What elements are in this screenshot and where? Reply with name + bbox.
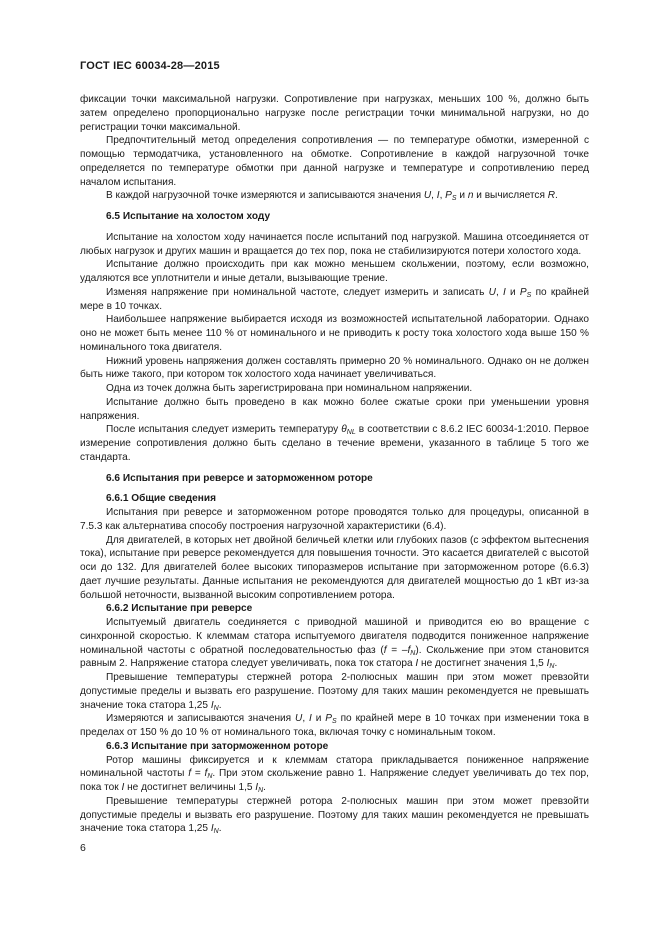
section-heading: 6.5 Испытание на холостом ходу <box>106 211 271 222</box>
document-body <box>80 93 589 836</box>
paragraph: Превышение температуры стержней ротора 2-полюсных машин при этом может превзойти допустимые пределы и вызвать его разрушение. Поэтому для таких машин рекомендуется не превышать значение тока статора 1,25 $I_N$. <box>80 795 589 836</box>
paragraph: Превышение температуры стержней ротора 2-полюсных машин при этом может превзойти допустимые пределы и вызвать его разрушение. Поэтому для таких машин рекомендуется не превышать значение тока статора 1,25 $I_N$. <box>80 672 589 712</box>
paragraph: фиксации точки максимальной нагрузки. Сопротивление при нагрузках, меньших 100 %, должно быть затем определено пропорционально нагрузке после регистрации точки минимальной нагрузки, но до регистрации точки максимальной. <box>80 94 589 133</box>
paragraph: Измеряются и записываются значения U, I и $P_S$ по крайней мере в 10 точках при изменении тока в пределах от 150 % до 10 % от номинального тока, включая точку с номинальным током. <box>80 713 589 738</box>
paragraph: Изменяя напряжение при номинальной частоте, следует измерить и записать U, I и $P_S$ по крайней мере в 10 точках. <box>80 286 589 312</box>
paragraph: Испытания при реверсе и заторможенном роторе проводятся только для процедуры, описанной в 7.5.3 как альтернатива способу построения нагрузочной характеристики (6.4). <box>80 507 589 532</box>
paragraph: Испытуемый двигатель соединяется с приводной машиной и приводится ею во вращение с синхронной скоростью. К клеммам статора испытуемого двигателя подводится пониженное напряжение номинальной частоты с обратной последовательностью фаз $(f = -f_N)$. Скольжение при этом становится равным 2. Напряжение статора следует увеличивать, пока ток статора I не достигнет значения 1,5 $I_N$. <box>80 617 589 671</box>
section-heading: 6.6 Испытания при реверсе и заторможенном роторе <box>106 472 373 484</box>
document-header: ГОСТ IEC 60034-28—2015 <box>80 60 220 72</box>
subsection-heading: 6.6.2 Испытание при реверсе <box>106 603 253 615</box>
paragraph: Нижний уровень напряжения должен составлять примерно 20 % номинального. Однако он не должен быть ниже такого, при котором ток холостого хода начинает увеличиваться. <box>80 355 589 381</box>
subsection-heading: 6.6.1 Общие сведения <box>106 493 216 505</box>
paragraph: Ротор машины фиксируется и к клеммам статора прикладывается пониженное напряжение номинальной частоты $f = f_N$. При этом скольжение равно 1. Напряжение следует увеличивать до тех пор, пока ток I не достигнет величины 1,5 $I_N$. <box>80 754 589 794</box>
paragraph: Предпочтительный метод определения сопротивления — по температуре обмотки, измеренной с помощью термодатчика, установленного на обмотке. Сопротивление в каждой нагрузочной точке определяется по температуре обмотки при данной нагрузке и температуре и сопротивлению перед началом испытания. <box>80 135 589 188</box>
paragraph: Испытание должно происходить при как можно меньшем скольжении, поэтому, если возможно, удаляются все уплотнители и иные детали, вызывающие трение. <box>80 259 589 284</box>
paragraph: Для двигателей, в которых нет двойной беличьей клетки или глубоких пазов (с эффектом вытеснения тока), испытание при реверсе рекомендуется для повышения точности. Это касается двигателей с высотой оси до 132. Для двигателей более высоких типоразмеров испытание при заторможенном роторе (6.6.3) дает лучшие результаты. Данные испытания не рекомендуются для двигателей мощностью до 1 кВт из-за большой неточности, вызванной высоким сопротивлением ротора. <box>80 534 589 601</box>
paragraph: Испытание должно быть проведено в как можно более сжатые сроки при уменьшении уровня напряжения. <box>80 396 589 422</box>
paragraph: После испытания следует измерить температуру $\theta_{NL}$ в соответствии с 8.6.2 IEC 60034-1:2010. Первое измерение сопротивления должно быть сделано в течение времени, указанного в таблице 5 того же стандарта. <box>80 424 589 463</box>
paragraph: Наибольшее напряжение выбирается исходя из возможностей испытательной лаборатории. Однако оно не может быть менее 110 % от номинального и не приводить к росту тока холостого хода выше 150 % номинального тока двигателя. <box>80 314 589 353</box>
page-number: 6 <box>80 842 86 854</box>
subsection-heading: 6.6.3 Испытание при заторможенном роторе <box>106 740 329 752</box>
paragraph: Одна из точек должна быть зарегистрирована при номинальном напряжении. <box>106 383 473 394</box>
paragraph: Испытание на холостом ходу начинается после испытаний под нагрузкой. Машина отсоединяется от любых нагрузок и других машин и вращается до тех пор, пока не стабилизируются потери холостого хода. <box>80 231 589 257</box>
paragraph: В каждой нагрузочной точке измеряются и записываются значения U, I, $P_S$ и n и вычисляется R. <box>106 190 558 203</box>
